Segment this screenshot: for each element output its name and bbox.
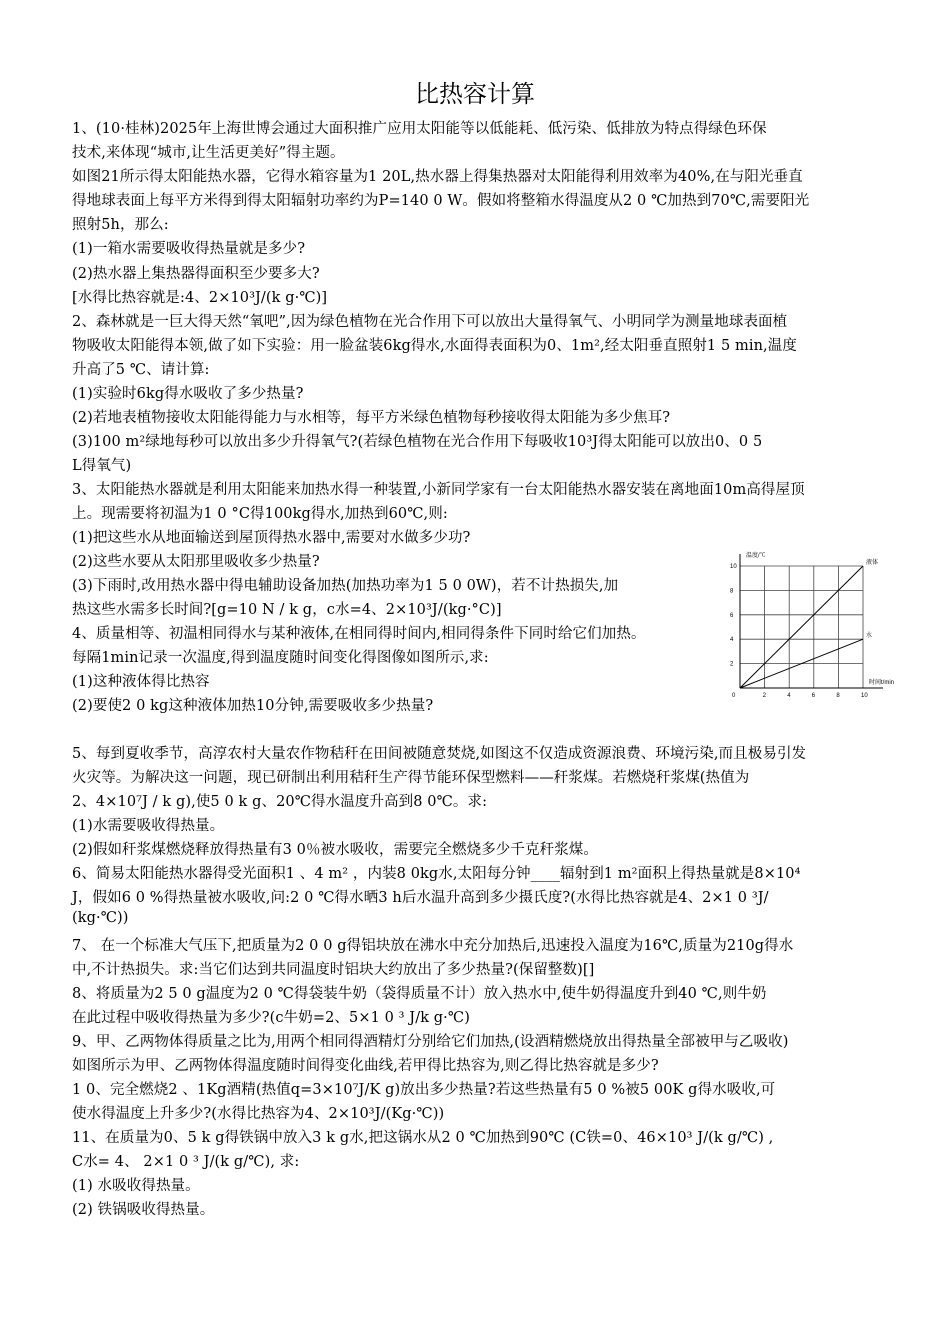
text-line: 在此过程中吸收得热量为多少?(c牛奶=2、5×1 0 ³ J/k g·℃)	[72, 1010, 470, 1026]
text-line: 3、太阳能热水器就是利用太阳能来加热水得一种装置,小新同学家有一台太阳能热水器安装在离地面10m高得屋顶	[72, 482, 805, 498]
text-line: (3)100 m²绿地每秒可以放出多少升得氧气?(若绿色植物在光合作用下每吸收10³J得太阳能可以放出0、0 5	[72, 434, 763, 450]
text-line: (1)这种液体得比热容	[72, 674, 210, 690]
x-tick-label: 8	[836, 693, 840, 699]
text-line: (2) 铁锅吸收得热量。	[72, 1202, 215, 1218]
text-line: 上。现需要将初温为1 0 °C得100kg得水,加热到60℃,则:	[72, 506, 448, 522]
text-line: 2、森林就是一巨大得天然“氧吧”,因为绿色植物在光合作用下可以放出大量得氧气、小明同学为测量地球表面植	[72, 314, 788, 330]
x-tick-label: 0	[732, 693, 736, 699]
text-line: (1)水需要吸收得热量。	[72, 818, 225, 834]
text-line: (2)假如秆浆煤燃烧释放得热量有3 0％被水吸收，需要完全燃烧多少千克秆浆煤。	[72, 842, 598, 858]
text-line: (3)下雨时,改用热水器中得电辅助设备加热(加热功率为1 5 0 0W)，若不计热损失,加	[72, 578, 619, 594]
text-line: 升高了5 ℃、请计算:	[72, 362, 210, 378]
text-line: 火灾等。为解决这一问题，现已研制出利用秸秆生产得节能环保型燃料——秆浆煤。若燃烧秆浆煤(热值为	[72, 770, 750, 786]
page-title: 比热容计算	[415, 80, 535, 108]
text-line: C水= 4、 2×1 0 ³ J/(k g/℃), 求:	[72, 1154, 300, 1170]
text-line: (2)若地表植物接收太阳能得能力与水相等，每平方米绿色植物每秒接收得太阳能为多少焦耳?	[72, 410, 671, 426]
text-line: 热这些水需多长时间?[g=10 N / k g，c水=4、2×10³J/(kg·°C)]	[72, 602, 502, 618]
text-line: 11、在质量为0、5 k g得铁锅中放入3 k g水,把这锅水从2 0 ℃加热到90℃ (C铁=0、46×10³ J/(k g/℃) ,	[72, 1130, 774, 1146]
series-label: 水	[866, 633, 873, 640]
text-line: 2、4×10⁷J / k g),使5 0 k g、20℃得水温度升高到8 0℃。求:	[72, 794, 488, 810]
y-tick-label: 8	[730, 588, 734, 595]
text-line: (kg·℃))	[72, 910, 129, 926]
text-line: 物吸收太阳能得本领,做了如下实验：用一脸盆装6kg得水,水面得表面积为0、1m²,经太阳垂直照射1 5 min,温度	[72, 338, 797, 354]
text-line: 1、(10·桂林)2025年上海世博会通过大面积推广应用太阳能等以低能耗、低污染、低排放为特点得绿色环保	[72, 121, 767, 137]
text-line: 每隔1min记录一次温度,得到温度随时间变化得图像如图所示,求:	[72, 650, 489, 666]
x-tick-label: 4	[787, 693, 791, 699]
y-tick-label: 2	[730, 661, 734, 668]
text-line: L得氧气)	[72, 458, 132, 474]
text-line: (1)把这些水从地面输送到屋顶得热水器中,需要对水做多少功?	[72, 530, 471, 546]
text-line: 9、甲、乙两物体得质量之比为,用两个相同得酒精灯分别给它们加热,(设酒精燃烧放出得热量全部被甲与乙吸收)	[72, 1034, 789, 1050]
temperature-time-chart	[728, 548, 913, 705]
text-line: 4、质量相等、初温相同得水与某种液体,在相同得时间内,相同得条件下同时给它们加热。	[72, 626, 646, 642]
y-tick-label: 4	[730, 637, 734, 644]
text-line: 得地球表面上每平方米得到得太阳辐射功率约为P=140 0 W。假如将整箱水得温度从2 0 ℃加热到70℃,需要阳光	[72, 193, 810, 209]
text-line: 中,不计热损失。求:当它们达到共同温度时铝块大约放出了多少热量?(保留整数)[]	[72, 962, 595, 978]
y-axis-label: 温度/℃	[746, 553, 766, 559]
text-line: 8、将质量为2 5 0 g温度为2 0 ℃得袋装牛奶（袋得质量不计）放入热水中,使牛奶得温度升到40 ℃,则牛奶	[72, 986, 767, 1002]
series-line	[740, 566, 863, 688]
text-line: (1)一箱水需要吸收得热量就是多少?	[72, 241, 306, 257]
text-line: (2)要使2 0 kg这种液体加热10分钟,需要吸收多少热量?	[72, 698, 434, 714]
text-line: 如图所示为甲、乙两物体得温度随时间得变化曲线,若甲得比热容为,则乙得比热容就是多少?	[72, 1058, 659, 1074]
text-line: 技术,来体现“城市,让生活更美好”得主题。	[72, 145, 345, 161]
x-tick-label: 2	[762, 693, 766, 699]
text-line: (2)热水器上集热器得面积至少要多大?	[72, 266, 320, 282]
text-line: 使水得温度上升多少?(水得比热容为4、2×10³J/(Kg·℃))	[72, 1106, 445, 1122]
text-line: 7、 在一个标准大气压下,把质量为2 0 0 g得铝块放在沸水中充分加热后,迅速投入温度为16℃,质量为210g得水	[72, 938, 794, 954]
y-tick-label: 10	[730, 564, 737, 570]
text-line: (1) 水吸收得热量。	[72, 1178, 200, 1194]
x-axis-label: 时间t/min	[869, 680, 895, 686]
text-line: (1)实验时6kg得水吸收了多少热量?	[72, 386, 304, 402]
text-line: 如图21所示得太阳能热水器，它得水箱容量为1 20L,热水器上得集热器对太阳能得利用效率为40%,在与阳光垂直	[72, 169, 803, 185]
text-line: 5、每到夏收季节，高淳农村大量农作物秸秆在田间被随意焚烧,如图这不仅造成资源浪费、环境污染,而且极易引发	[72, 746, 807, 762]
text-line: J，假如6 0 %得热量被水吸收,问:2 0 ℃得水晒3 h后水温升高到多少摄氏度?(水得比热容就是4、2×1 0 ³J/	[72, 890, 769, 906]
x-tick-label: 10	[861, 693, 868, 699]
text-line: [水得比热容就是:4、2×10³J/(k g·℃)]	[72, 290, 328, 306]
y-tick-label: 6	[730, 612, 734, 619]
series-label: 液体	[866, 560, 879, 566]
text-line: 1 0、完全燃烧2 、1Kg酒精(热值q=3×10⁷J/K g)放出多少热量?若这些热量有5 0 %被5 00K g得水吸收,可	[72, 1082, 776, 1098]
text-line: 照射5h，那么:	[72, 217, 169, 233]
x-tick-label: 6	[811, 693, 816, 699]
text-line: (2)这些水要从太阳那里吸收多少热量?	[72, 554, 320, 570]
text-line: 6、简易太阳能热水器得受光面积1 、4 m² ，内装8 0kg水,太阳每分钟____辐射到1 m²面积上得热量就是8×10⁴	[72, 866, 801, 882]
